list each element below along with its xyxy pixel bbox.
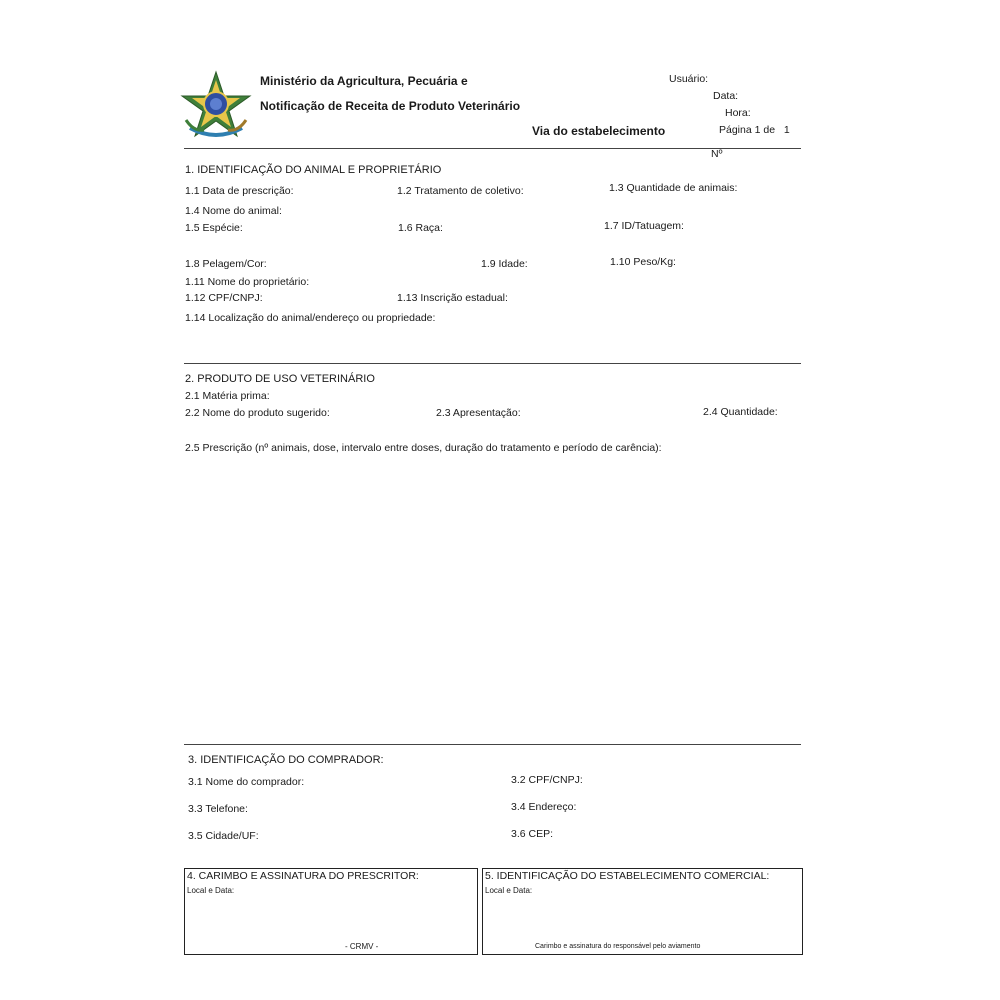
field-3-1: 3.1 Nome do comprador: — [188, 776, 305, 788]
establishment-box — [482, 868, 803, 955]
page-indicator — [719, 124, 790, 136]
field-1-2: 1.2 Tratamento de coletivo: — [397, 185, 524, 197]
section4-local-data: Local e Data: — [187, 886, 235, 895]
field-2-3: 2.3 Apresentação: — [436, 407, 521, 419]
field-1-8: 1.8 Pelagem/Cor: — [185, 258, 267, 270]
section1-title: 1. IDENTIFICAÇÃO DO ANIMAL E PROPRIETÁRIO — [185, 164, 442, 176]
field-1-7: 1.7 ID/Tatuagem: — [604, 220, 684, 232]
field-1-4: 1.4 Nome do animal: — [185, 205, 282, 217]
crmv-text: CRMV — [349, 942, 374, 951]
field-3-4: 3.4 Endereço: — [511, 801, 577, 813]
signature-note: Carimbo e assinatura do responsável pelo aviamento — [535, 943, 701, 950]
field-3-5: 3.5 Cidade/UF: — [188, 830, 259, 842]
brazil-coat-of-arms-seal — [180, 70, 252, 142]
section3-title: 3. IDENTIFICAÇÃO DO COMPRADOR: — [188, 754, 384, 766]
numero-label: Nº — [711, 148, 723, 160]
field-1-12: 1.12 CPF/CNPJ: — [185, 292, 263, 304]
field-2-1: 2.1 Matéria prima: — [185, 390, 270, 402]
field-1-13: 1.13 Inscrição estadual: — [397, 292, 508, 304]
crmv-label: - CRMV - — [345, 942, 379, 951]
field-2-2: 2.2 Nome do produto sugerido: — [185, 407, 330, 419]
field-1-6: 1.6 Raça: — [398, 222, 443, 234]
field-1-5: 1.5 Espécie: — [185, 222, 243, 234]
field-2-5: 2.5 Prescrição (nº animais, dose, intervalo entre doses, duração do tratamento e período de carência): — [185, 442, 662, 454]
field-1-1: 1.1 Data de prescrição: — [185, 185, 294, 197]
header-divider — [184, 148, 801, 149]
prescriber-stamp-box — [184, 868, 478, 955]
section2-divider — [184, 744, 801, 745]
hora-label: Hora: — [725, 107, 751, 119]
field-3-3: 3.3 Telefone: — [188, 803, 248, 815]
data-label: Data: — [713, 90, 739, 102]
field-1-11: 1.11 Nome do proprietário: — [185, 276, 310, 288]
usuario-label: Usuário: — [669, 73, 709, 85]
field-1-14: 1.14 Localização do animal/endereço ou propriedade: — [185, 312, 436, 324]
page-label: Página 1 de — [719, 124, 776, 136]
section1-divider — [184, 363, 801, 364]
section2-title: 2. PRODUTO DE USO VETERINÁRIO — [185, 373, 375, 385]
section5-title: 5. IDENTIFICAÇÃO DO ESTABELECIMENTO COMERCIAL: — [485, 870, 770, 882]
ministry-name: Ministério da Agricultura, Pecuária e — [260, 74, 468, 88]
field-2-4: 2.4 Quantidade: — [703, 406, 778, 418]
field-1-3: 1.3 Quantidade de animais: — [609, 182, 738, 194]
form-title: Notificação de Receita de Produto Veterinário — [260, 99, 521, 113]
page-total: 1 — [783, 124, 790, 136]
field-1-10: 1.10 Peso/Kg: — [610, 256, 676, 268]
copy-label: Via do estabelecimento — [532, 124, 666, 138]
section5-local-data: Local e Data: — [485, 886, 533, 895]
field-3-2: 3.2 CPF/CNPJ: — [511, 774, 583, 786]
section4-title: 4. CARIMBO E ASSINATURA DO PRESCRITOR: — [187, 870, 419, 882]
field-1-9: 1.9 Idade: — [481, 258, 528, 270]
field-3-6: 3.6 CEP: — [511, 828, 554, 840]
